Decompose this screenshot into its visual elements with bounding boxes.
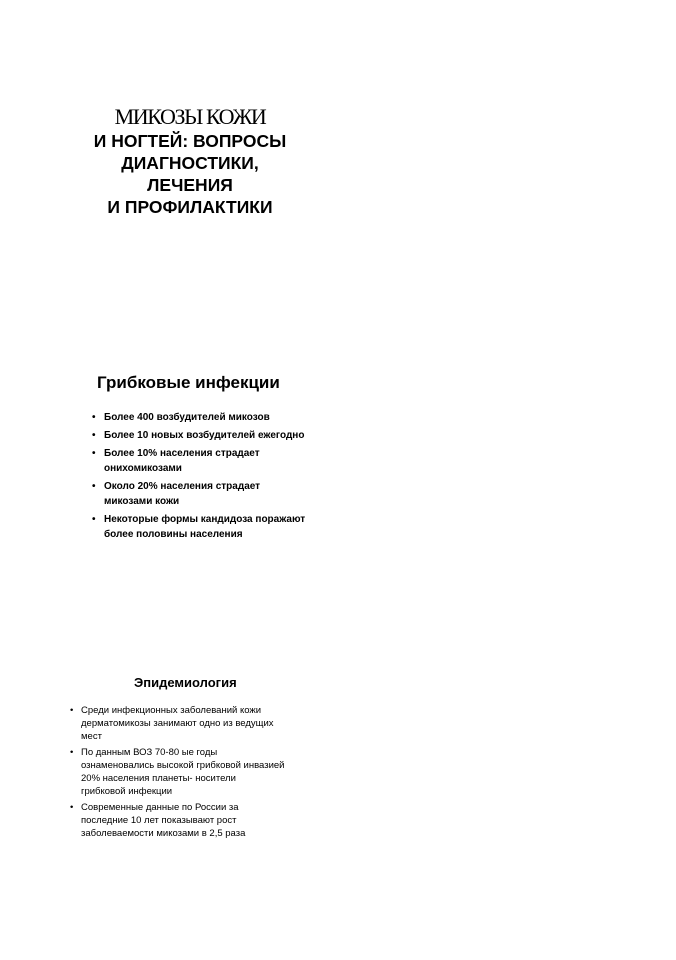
list-item-text: более половины населения [104, 529, 243, 540]
title-line-1: МИКОЗЫ КОЖИ [114, 104, 266, 129]
list-item-text: Более 10 новых возбудителей ежегодно [104, 430, 305, 441]
bullet-icon: • [70, 747, 74, 758]
title-line-3: ДИАГНОСТИКИ, [121, 153, 259, 173]
epidemiology-heading: Эпидемиология [134, 675, 237, 690]
list-item-text: заболеваемости микозами в 2,5 раза [81, 828, 246, 839]
list-item-text: Среди инфекционных заболеваний кожи [81, 705, 262, 716]
bullet-icon: • [92, 412, 96, 423]
bullet-icon: • [92, 514, 96, 525]
list-item [70, 801, 320, 840]
bullet-icon: • [70, 705, 74, 716]
list-item [92, 410, 352, 425]
fungal-infections-heading: Грибковые инфекции [97, 373, 280, 392]
document-title [30, 104, 350, 218]
list-item [92, 446, 352, 476]
bullet-icon: • [92, 481, 96, 492]
epidemiology-list [70, 704, 320, 843]
title-slide [0, 104, 676, 234]
list-item-text: грибковой инфекции [81, 786, 173, 797]
bullet-icon: • [92, 448, 96, 459]
bullet-icon: • [70, 802, 74, 813]
list-item-text: Около 20% населения страдает [104, 481, 261, 492]
epidemiology-slide [0, 674, 676, 854]
list-item-text: микозами кожи [104, 496, 180, 507]
list-item [70, 746, 320, 798]
list-item-text: дерматомикозы занимают одно из ведущих [81, 718, 274, 729]
list-item [70, 704, 320, 743]
list-item-text: 20% населения планеты- носители [81, 773, 236, 784]
fungal-infections-slide [0, 372, 676, 552]
title-line-2: И НОГТЕЙ: ВОПРОСЫ [93, 131, 287, 151]
list-item-text: Более 400 возбудителей микозов [104, 412, 270, 423]
list-item-text: мест [81, 731, 102, 742]
title-line-4: ЛЕЧЕНИЯ [147, 175, 233, 195]
list-item-text: Современные данные по России за [81, 802, 239, 813]
list-item [92, 479, 352, 509]
fungal-infections-list [92, 410, 352, 545]
list-item-text: ознаменовались высокой грибковой инвазией [81, 760, 285, 771]
bullet-icon: • [92, 430, 96, 441]
list-item [92, 512, 352, 542]
list-item-text: По данным ВОЗ 70-80 ые годы [81, 747, 218, 758]
list-item-text: онихомикозами [104, 463, 182, 474]
list-item [92, 428, 352, 443]
list-item-text: последние 10 лет показывают рост [81, 815, 237, 826]
list-item-text: Некоторые формы кандидоза поражают [104, 514, 306, 525]
title-line-5: И ПРОФИЛАКТИКИ [107, 197, 273, 217]
list-item-text: Более 10% населения страдает [104, 448, 260, 459]
